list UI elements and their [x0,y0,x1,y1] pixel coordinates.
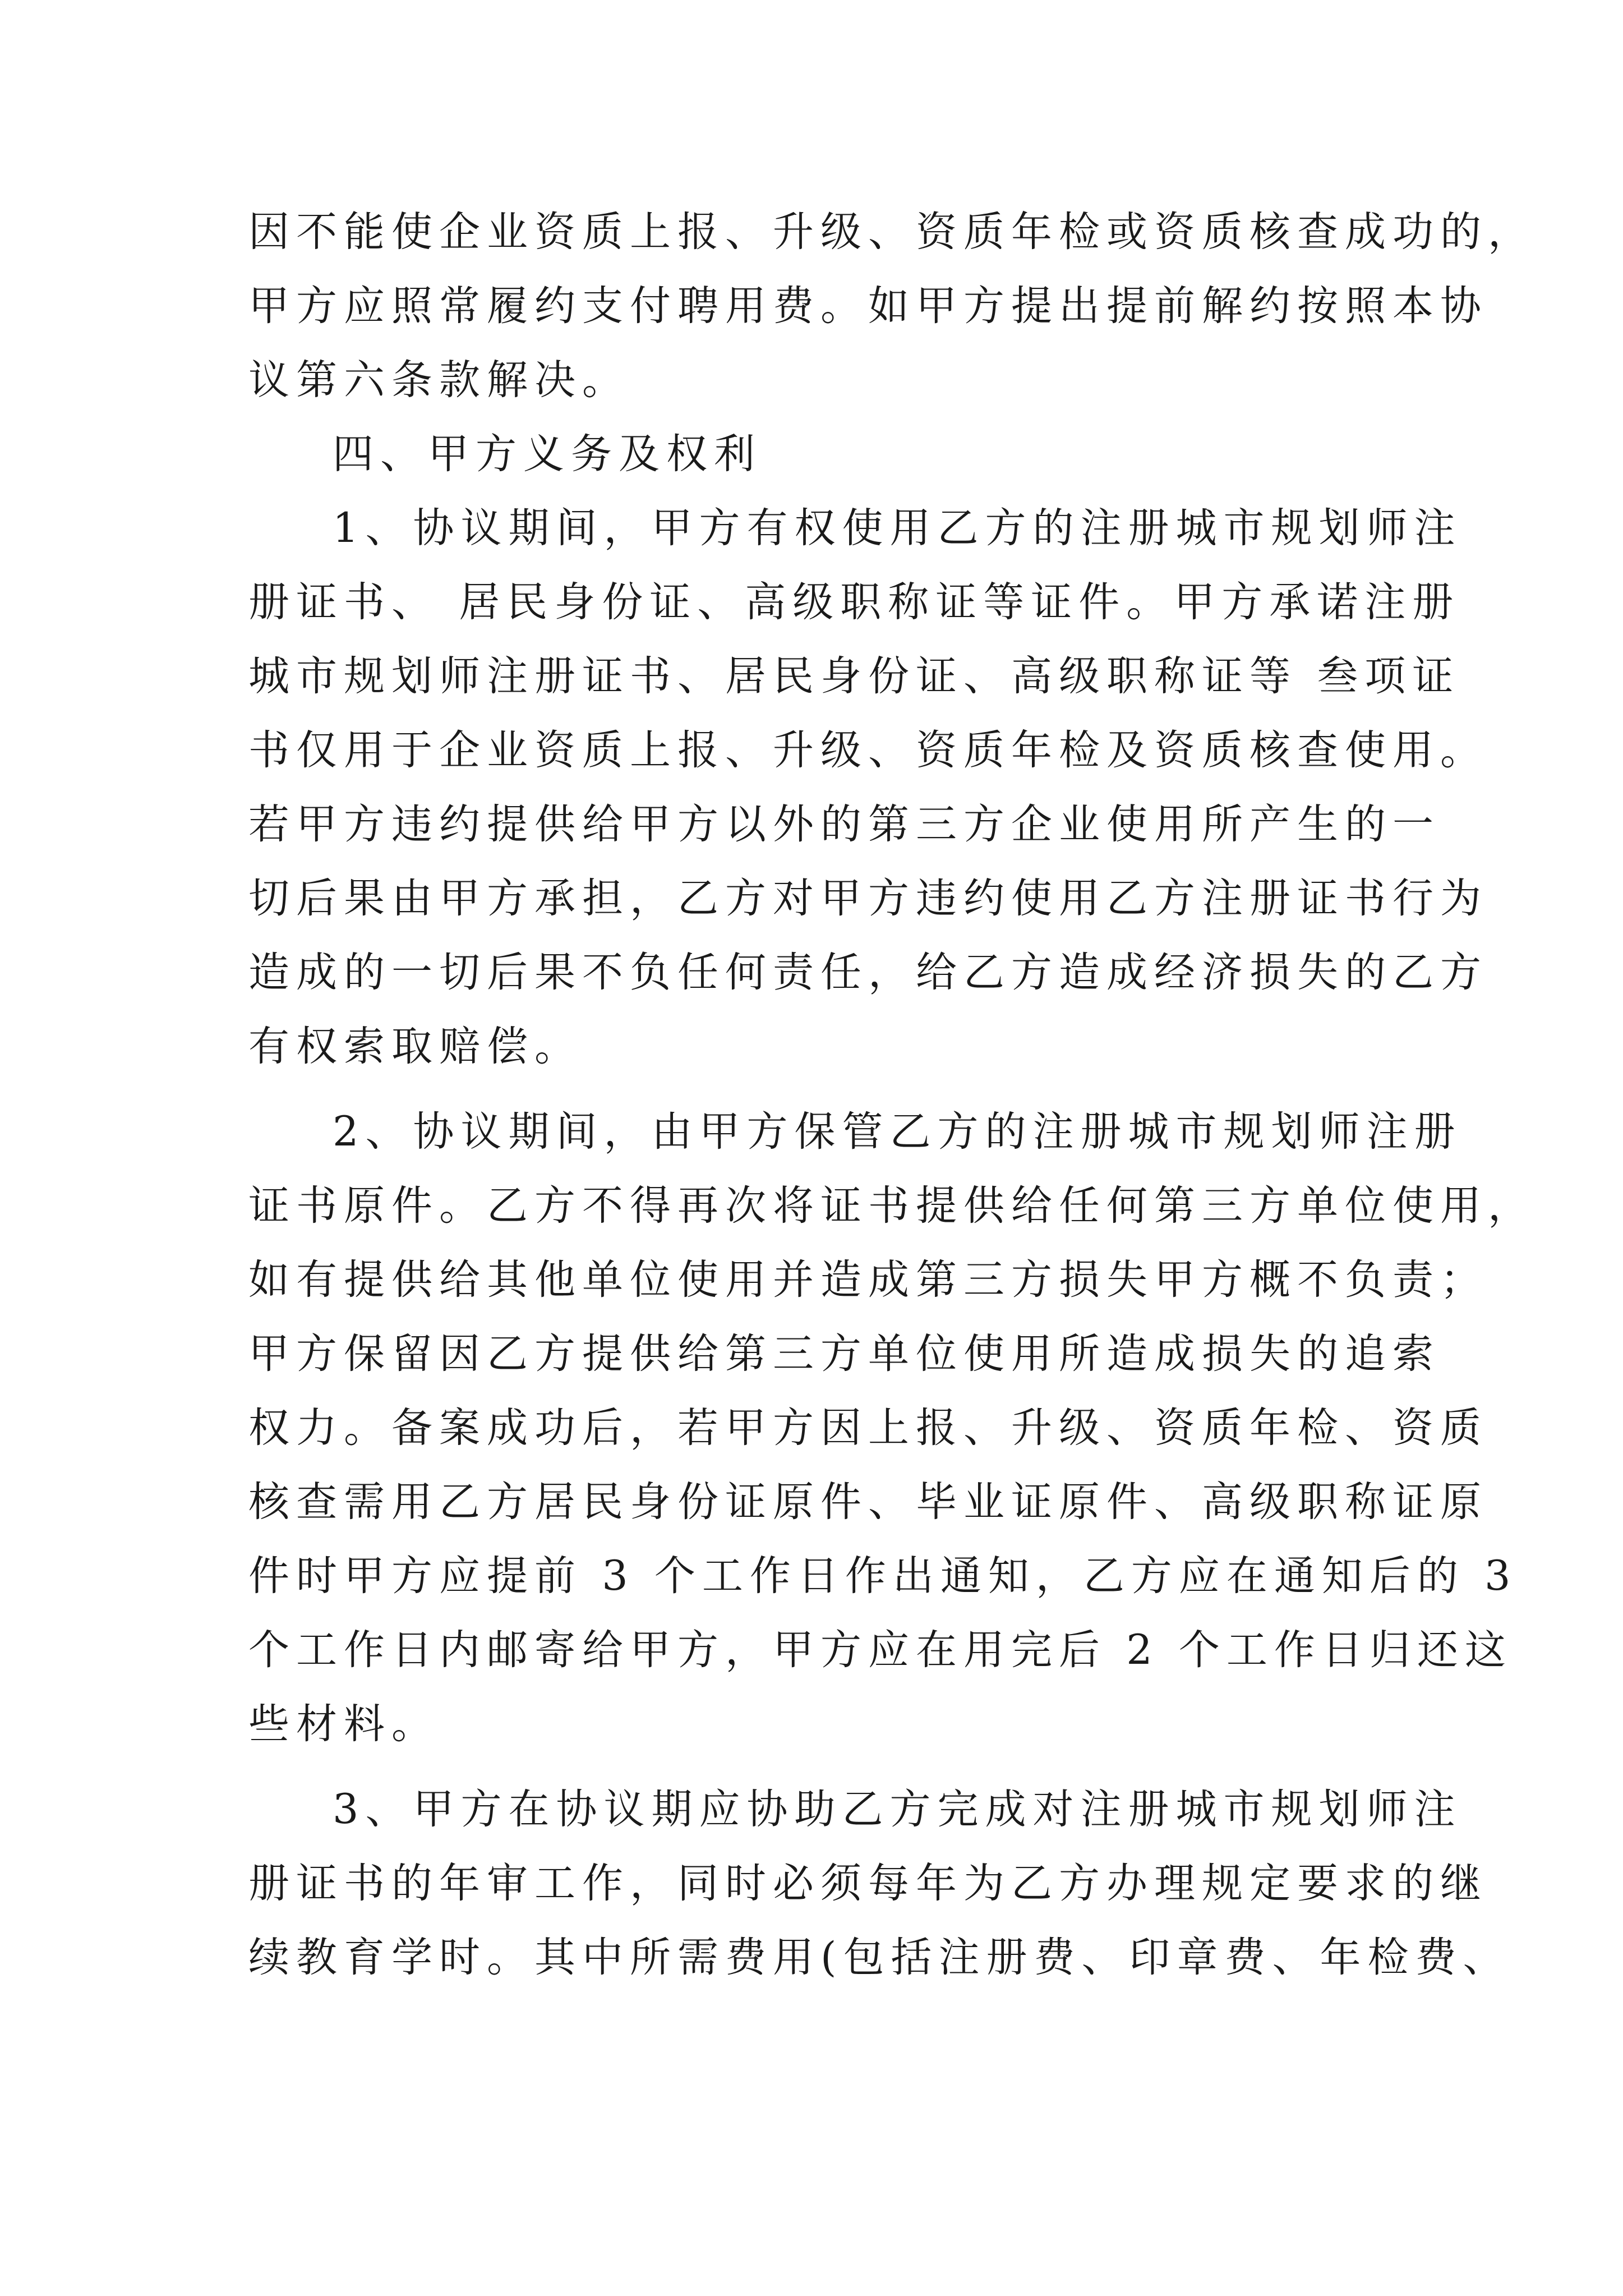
text-line: 有权索取赔偿。 [248,1023,582,1070]
clause-1-start: 1、协议期间，甲方有权使用乙方的注册城市规划师注 [333,504,1462,552]
text-line: 续教育学时。其中所需费用(包括注册费、印章费、年检费、 [248,1934,1511,1981]
text-line: 若甲方违约提供给甲方以外的第三方企业使用所产生的一 [248,800,1440,848]
text-line: 权力。备案成功后，若甲方因上报、升级、资质年检、资质 [248,1404,1488,1452]
text-line: 书仅用于企业资质上报、升级、资质年检及资质核查使用。 [248,726,1488,774]
text-line: 件时甲方应提前 3 个工作日作出通知，乙方应在通知后的 3 [248,1552,1518,1600]
text-line: 切后果由甲方承担，乙方对甲方违约使用乙方注册证书行为 [248,875,1488,922]
body-text [248,195,1536,1995]
text-line: 如有提供给其他单位使用并造成第三方损失甲方概不负责； [248,1256,1488,1304]
text-line: 册证书、 居民身份证、高级职称证等证件。甲方承诺注册 [248,578,1460,626]
text-line: 证书原件。乙方不得再次将证书提供给任何第三方单位使用， [248,1182,1536,1230]
section-heading: 四、甲方义务及权利 [333,430,762,478]
text-line: 甲方保留因乙方提供给第三方单位使用所造成损失的追索 [248,1330,1440,1378]
text-line: 城市规划师注册证书、居民身份证、高级职称证等 叁项证 [248,652,1460,700]
text-line: 些材料。 [248,1700,439,1748]
clause-2-start: 2、协议期间，由甲方保管乙方的注册城市规划师注册 [333,1108,1462,1156]
text-line: 核查需用乙方居民身份证原件、毕业证原件、高级职称证原 [248,1478,1488,1526]
text-line: 造成的一切后果不负任何责任，给乙方造成经济损失的乙方 [248,949,1488,996]
text-line: 册证书的年审工作，同时必须每年为乙方办理规定要求的继 [248,1860,1488,1907]
text-line: 因不能使企业资质上报、升级、资质年检或资质核查成功的， [248,208,1536,256]
text-line: 个工作日内邮寄给甲方，甲方应在用完后 2 个工作日归还这 [248,1626,1513,1674]
text-line: 议第六条款解决。 [248,356,630,404]
clause-3-start: 3、甲方在协议期应协助乙方完成对注册城市规划师注 [333,1786,1462,1833]
text-line: 甲方应照常履约支付聘用费。如甲方提出提前解约按照本协 [248,282,1488,330]
